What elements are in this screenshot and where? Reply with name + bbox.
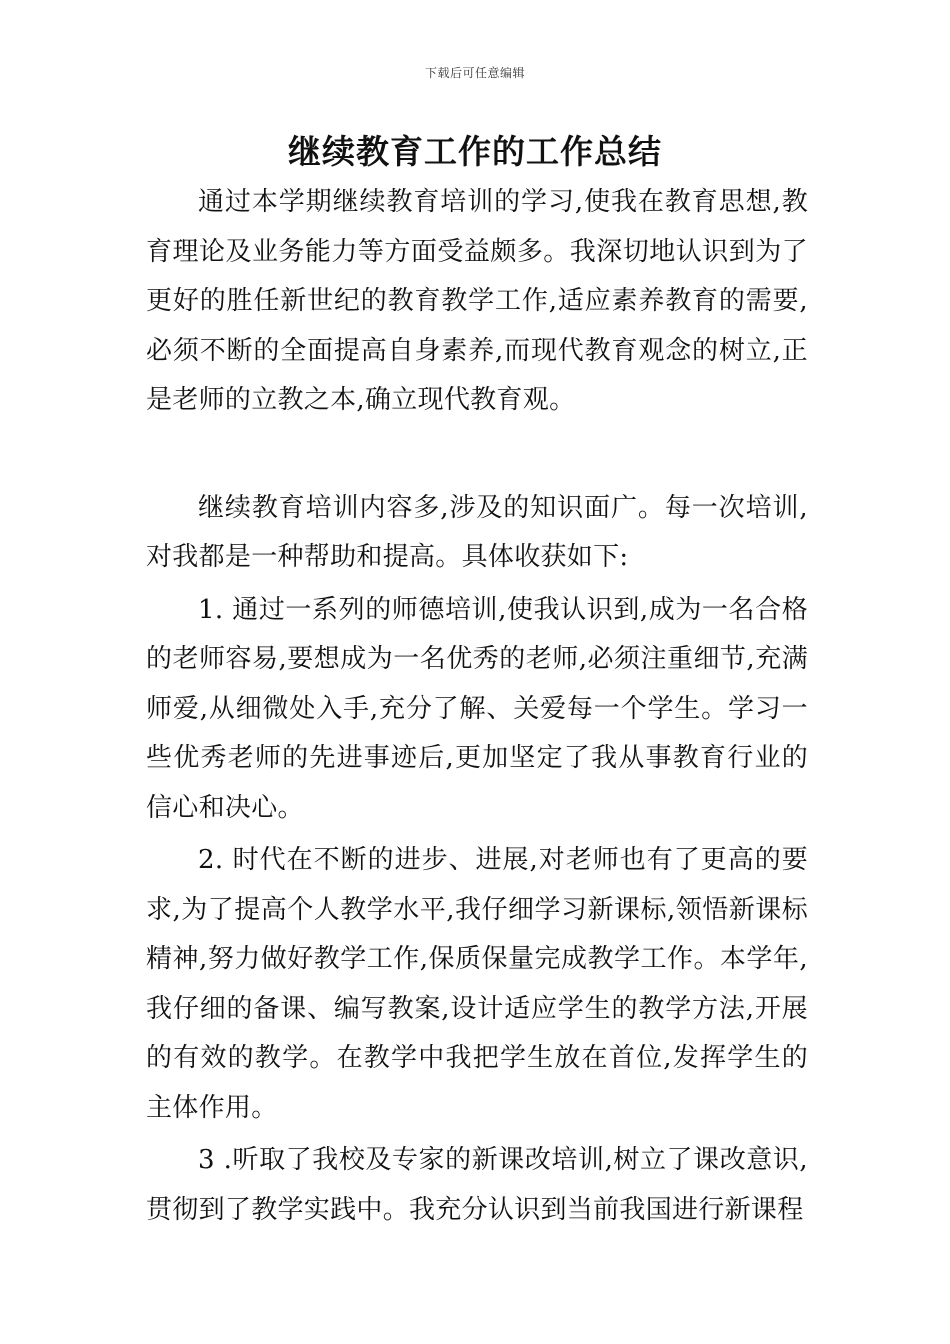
paragraph-gap bbox=[146, 426, 808, 484]
paragraph-item-2: 2. 时代在不断的进步、进展,对老师也有了更高的要求,为了提高个人教学水平,我仔细学习新课标,领悟新课标精神,努力做好教学工作,保质保量完成教学工作。本学年,我仔细的备课、编写教案,设计适应学生的教学方法,开展的有效的教学。在教学中我把学生放在首位,发挥学生的主体作用。 bbox=[146, 845, 808, 1123]
paragraph-overview: 继续教育培训内容多,涉及的知识面广。每一次培训,对我都是一种帮助和提高。具体收获如下: bbox=[146, 492, 808, 572]
paragraph-item-3: 3 .听取了我校及专家的新课改培训,树立了课改意识,贯彻到了教学实践中。我充分认识到当前我国进行新课程 bbox=[146, 1145, 808, 1225]
document-title: 继续教育工作的工作总结 bbox=[288, 132, 662, 171]
document-body bbox=[146, 178, 808, 1235]
header-note: 下载后可任意编辑 bbox=[424, 66, 525, 80]
paragraph-intro: 通过本学期继续教育培训的学习,使我在教育思想,教育理论及业务能力等方面受益颇多。我深切地认识到为了更好的胜任新世纪的教育教学工作,适应素养教育的需要,必须不断的全面提高自身素养,而现代教育观念的树立,正是老师的立教之本,确立现代教育观。 bbox=[146, 187, 808, 415]
paragraph-item-1: 1. 通过一系列的师德培训,使我认识到,成为一名合格的老师容易,要想成为一名优秀的老师,必须注重细节,充满师爱,从细微处入手,充分了解、关爱每一个学生。学习一些优秀老师的先进事迹后,更加坚定了我从事教育行业的信心和决心。 bbox=[146, 594, 808, 823]
